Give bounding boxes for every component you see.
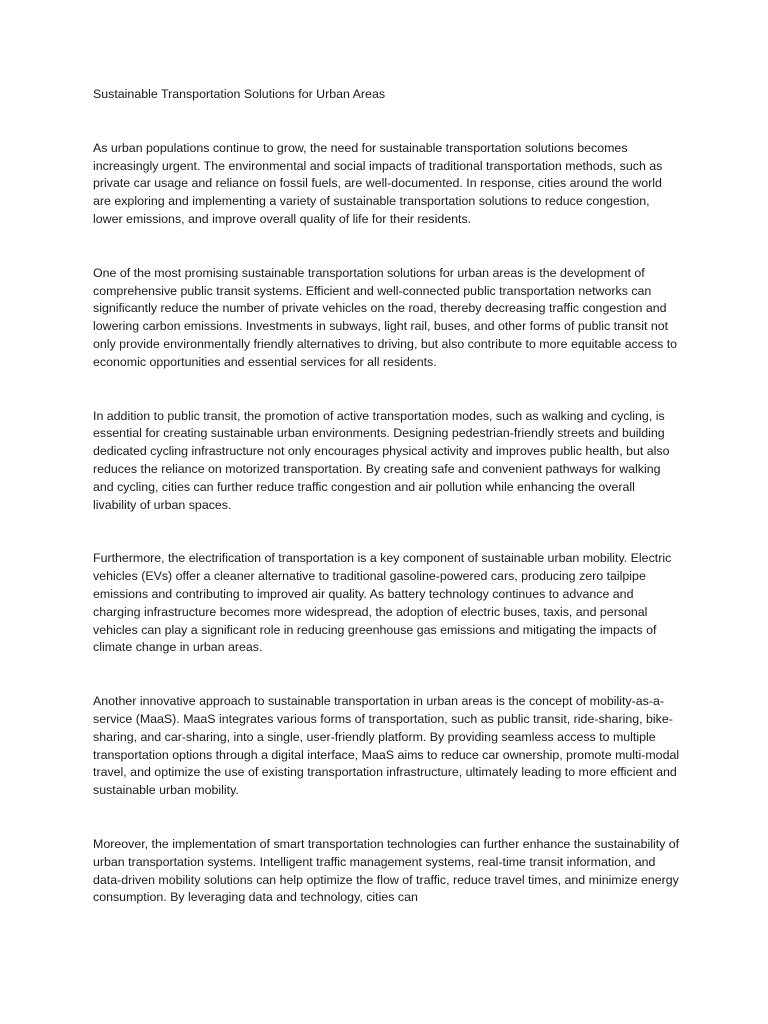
paragraph-5: Another innovative approach to sustainable transportation in urban areas is the concept of mobility-as-a-service (MaaS). MaaS integrates various forms of transportation, such as public transit, ride-sharing, bike-sharing, and car-sharing, into a single, user-friendly platform. By providing seamless access to multiple transportation options through a digital interface, MaaS aims to reduce car ownership, promote multi-modal travel, and optimize the use of existing transportation infrastructure, ultimately leading to more efficient and sustainable urban mobility. [93, 694, 680, 798]
paragraph-6: Moreover, the implementation of smart transportation technologies can further enhance the sustainability of urban transportation systems. Intelligent traffic management systems, real-time transit information, and data-driven mobility solutions can help optimize the flow of traffic, reduce travel times, and minimize energy consumption. By leveraging data and technology, cities can [93, 836, 680, 905]
document-title: Sustainable Transportation Solutions for Urban Areas [93, 87, 386, 101]
paragraph-4: Furthermore, the electrification of transportation is a key component of sustainable urban mobility. Electric vehicles (EVs) offer a cleaner alternative to traditional gasoline-powered cars, producing zero tailpipe emissions and contributing to improved air quality. As battery technology continues to advance and charging infrastructure becomes more widespread, the adoption of electric buses, taxis, and personal vehicles can play a significant role in reducing greenhouse gas emissions and mitigating the impacts of climate change in urban areas. [93, 551, 672, 655]
paragraph-2: One of the most promising sustainable transportation solutions for urban areas is the development of comprehensive public transit systems. Efficient and well-connected public transportation networks can significantly reduce the number of private vehicles on the road, thereby decreasing traffic congestion and lowering carbon emissions. Investments in subways, light rail, buses, and other forms of public transit not only provide environmentally friendly alternatives to driving, but also contribute to more equitable access to economic opportunities and essential services for all residents. [93, 265, 678, 369]
paragraph-3: In addition to public transit, the promotion of active transportation modes, such as walking and cycling, is essential for creating sustainable urban environments. Designing pedestrian-friendly streets and building dedicated cycling infrastructure not only encourages physical activity and improves public health, but also reduces the reliance on motorized transportation. By creating safe and convenient pathways for walking and cycling, cities can further reduce traffic congestion and air pollution while enhancing the overall livability of urban spaces. [93, 408, 670, 512]
paragraph-1: As urban populations continue to grow, the need for sustainable transportation solutions becomes increasingly urgent. The environmental and social impacts of traditional transportation methods, such as private car usage and reliance on fossil fuels, are well-documented. In response, cities around the world are exploring and implementing a variety of sustainable transportation solutions to reduce congestion, lower emissions, and improve overall quality of life for their residents. [93, 140, 663, 226]
